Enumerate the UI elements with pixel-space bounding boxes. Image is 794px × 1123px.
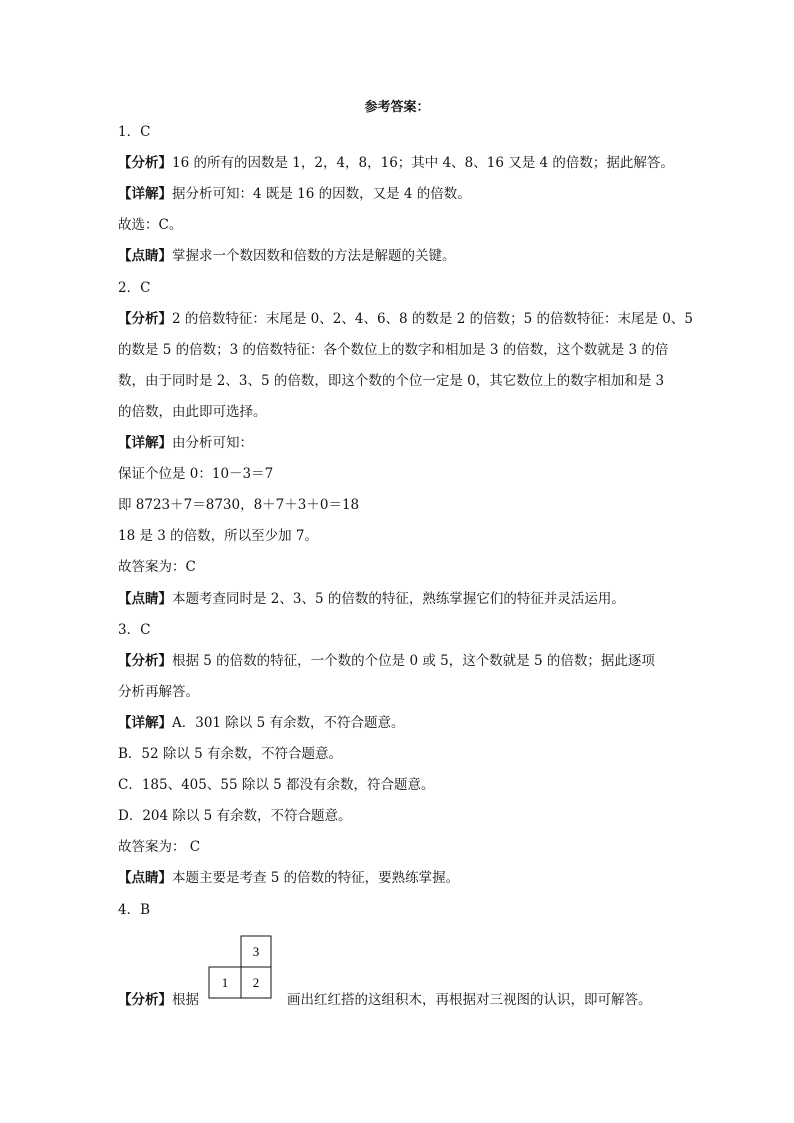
line-text: B．52 除以 5 有余数，不符合题意。 (118, 746, 343, 762)
section-tag: 【点睛】 (118, 248, 172, 264)
block-figure (208, 935, 272, 999)
line-text: D．204 除以 5 有余数，不符合题意。 (118, 808, 352, 824)
block-top-label: 3 (252, 944, 260, 959)
line-text: 16 的所有的因数是 1，2，4，8，16；其中 4、8、16 又是 4 的倍数；据此解答。 (172, 155, 674, 171)
answer-line (118, 868, 459, 888)
section-tag: 【点睛】 (118, 870, 172, 886)
block-right-label: 2 (252, 975, 260, 990)
answer-line (118, 402, 267, 422)
answer-line (118, 837, 200, 857)
line-text: 由分析可知： (172, 435, 253, 451)
answer-line (118, 495, 359, 515)
answer-line (118, 806, 352, 826)
answer-line (118, 433, 253, 453)
answer-line (118, 557, 196, 577)
answer-line (118, 744, 342, 764)
answer-line (118, 620, 150, 640)
section-tag: 【分析】 (118, 653, 172, 669)
section-tag: 【详解】 (118, 435, 172, 451)
answer-line (118, 464, 273, 484)
line-text: 保证个位是 0：10－3＝7 (118, 466, 274, 482)
answer-line (118, 309, 693, 329)
answer-line (118, 184, 471, 204)
section-tag: 【详解】 (118, 715, 172, 731)
line-text: 1．C (118, 124, 151, 140)
line-text: 根据 5 的倍数的特征，一个数的个位是 0 或 5，这个数就是 5 的倍数；据此逐项 (172, 653, 655, 669)
line-text: 故选：C。 (118, 217, 183, 233)
line-text: 本题主要是考查 5 的倍数的特征，要熟练掌握。 (172, 870, 460, 886)
line-text: 的数是 5 的倍数；3 的倍数特征：各个数位上的数字和相加是 3 的倍数，这个数就是 3 的倍 (118, 342, 669, 358)
line-text: 故答案为：C (118, 559, 196, 575)
answer-line (118, 775, 435, 795)
answer-line (118, 589, 625, 609)
line-text: 分析再解答。 (118, 684, 199, 700)
answer-line (118, 215, 182, 235)
answer-line (118, 651, 655, 671)
answer-line (118, 340, 668, 360)
section-tag: 【点睛】 (118, 591, 172, 607)
line-text: 根据 (172, 992, 199, 1008)
line-text: 画出红红搭的这组积木，再根据对三视图的认识，即可解答。 (287, 992, 652, 1008)
section-tag: 【分析】 (118, 155, 172, 171)
answer-line (118, 153, 674, 173)
answer-line (118, 278, 150, 298)
answer-line (118, 713, 404, 733)
line-text: 据分析可知：4 既是 16 的因数，又是 4 的倍数。 (172, 186, 471, 202)
section-tag: 【分析】 (118, 311, 172, 327)
line-text: 本题考查同时是 2、3、5 的倍数的特征，熟练掌握它们的特征并灵活运用。 (172, 591, 625, 607)
line-text: 18 是 3 的倍数，所以至少加 7。 (118, 528, 319, 544)
line-text: 故答案为： C (118, 839, 201, 855)
section-tag: 【分析】 (118, 992, 172, 1008)
line-text: 2．C (118, 280, 151, 296)
answer-line-last (118, 990, 652, 1010)
answer-line (118, 682, 199, 702)
line-text: 掌握求一个数因数和倍数的方法是解题的关键。 (172, 248, 456, 264)
line-text: C．185、405、55 除以 5 都没有余数，符合题意。 (118, 777, 435, 793)
line-text: 的倍数，由此即可选择。 (118, 404, 267, 420)
answer-line (118, 526, 318, 546)
line-text: A．301 除以 5 有余数，不符合题意。 (172, 715, 405, 731)
line-text: 即 8723＋7＝8730，8＋7＋3＋0＝18 (118, 497, 360, 513)
line-text: 3．C (118, 622, 151, 638)
answer-line (118, 371, 664, 391)
page-title: 参考答案： (364, 100, 430, 115)
section-tag: 【详解】 (118, 186, 172, 202)
line-text: 数，由于同时是 2、3、5 的倍数，即这个数的个位一定是 0，其它数位上的数字相加和是 3 (118, 373, 665, 389)
line-text: 2 的倍数特征：末尾是 0、2、4、6、8 的数是 2 的倍数；5 的倍数特征：末尾是 0、5 (172, 311, 693, 327)
answer-line (118, 246, 456, 266)
block-left-label: 1 (221, 975, 229, 990)
answer-line (118, 122, 150, 142)
line-text: 4．B (118, 902, 151, 918)
answer-line (118, 900, 150, 920)
